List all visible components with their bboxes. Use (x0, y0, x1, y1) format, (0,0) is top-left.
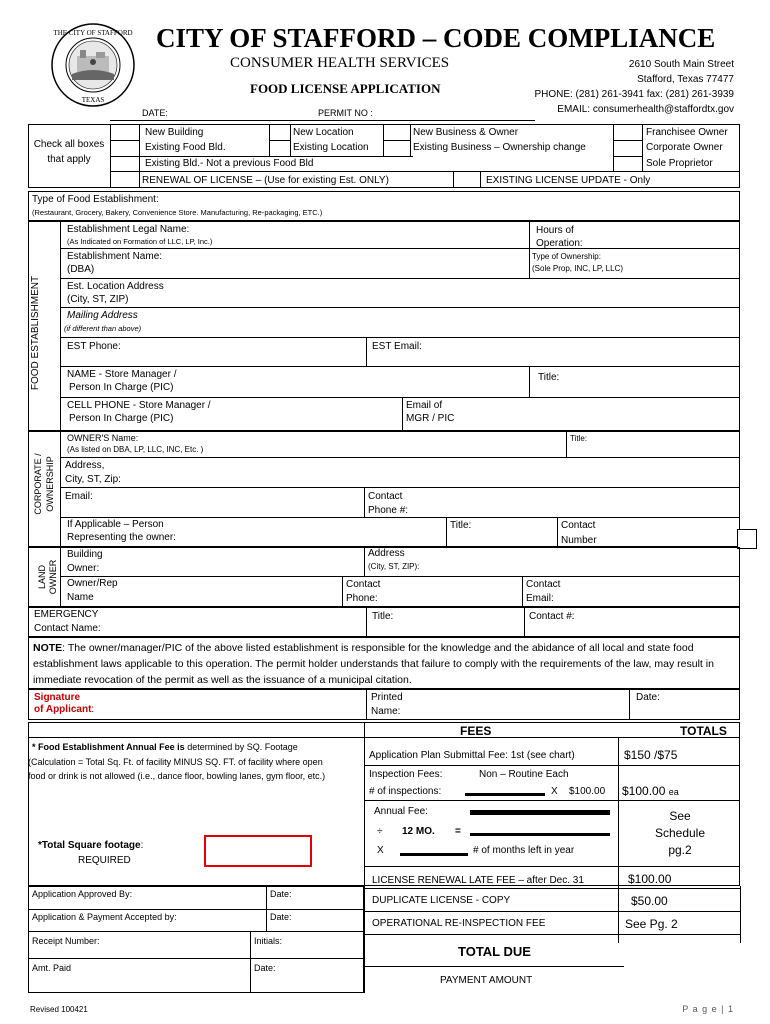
page-subtitle: CONSUMER HEALTH SERVICES (230, 55, 450, 71)
late-fee-total: $100.00 (628, 872, 672, 886)
annual-fee-desc (32, 741, 340, 754)
amt-date-label: Date: (254, 963, 276, 973)
owner-name-input[interactable] (250, 433, 562, 455)
legal-name-hint: (As Indicated on Formation of LLC, LP, Inc.) (67, 237, 213, 246)
dup-label: DUPLICATE LICENSE - COPY (372, 895, 511, 906)
type-of-food-label: Type of Food Establishment: (32, 194, 159, 205)
rep-label-2: Representing the owner: (67, 532, 176, 543)
legal-name-input[interactable] (220, 223, 525, 246)
signature-label-2: of Applicant (34, 704, 92, 715)
approved-date-label: Date: (270, 889, 292, 899)
legal-name-label: Establishment Legal Name: (67, 224, 190, 235)
label-license-update: EXISTING LICENSE UPDATE - Only (486, 175, 651, 186)
office-address-line2: Stafford, Texas 77477 (637, 74, 734, 85)
initials-label: Initials: (254, 936, 283, 946)
owner-rep-label-1: Owner/Rep (67, 578, 118, 589)
note-text (33, 640, 735, 688)
times-symbol: X (377, 845, 384, 856)
checkbox-existing-business[interactable] (385, 142, 409, 155)
label-corporate: Corporate Owner (646, 142, 723, 153)
owner-email-label: Email: (65, 491, 93, 502)
checkbox-license-update[interactable] (455, 173, 479, 187)
city-seal (50, 22, 136, 108)
annual-fee-rest: determined by SQ. Footage (184, 742, 298, 752)
inspection-total (622, 784, 679, 798)
check-all-label: Check all boxes that apply (33, 139, 105, 165)
dba-label-1: Establishment Name: (67, 251, 163, 262)
label-new-business: New Business & Owner (413, 127, 519, 138)
sqft-colon: : (140, 840, 144, 851)
dup-total: $50.00 (631, 894, 668, 908)
owner-title-input[interactable] (598, 433, 736, 455)
checkbox-corporate[interactable] (615, 142, 641, 155)
see-1: See (669, 809, 691, 823)
note-prefix: NOTE (33, 642, 63, 654)
manager-email-label-2: MGR / PIC (406, 413, 455, 424)
building-owner-label-2: Owner: (67, 563, 100, 574)
land-contact-phone-label-2: Phone: (346, 593, 378, 604)
checkbox-renewal[interactable] (112, 173, 138, 187)
signature-date-label: Date: (636, 692, 660, 703)
owner-name-hint: (As listed on DBA, LP, LLC, INC, Etc. ) (67, 445, 204, 454)
note-body: : The owner/manager/PIC of the above listed establishment is responsible for the knowledge and the abidance of all local and state food establishment laws applicable to this operation. The permit holder understands that failure to comply with the requirements of the law, may result in immediate revocation of the permit as well as the issuance of a municipal citation. (33, 642, 714, 686)
manager-name-input[interactable] (200, 368, 525, 395)
annual-fee-title: * Food Establishment Annual Fee is (32, 742, 185, 752)
manager-cell-label-1: CELL PHONE - Store Manager / (67, 400, 211, 411)
hours-input[interactable] (600, 223, 736, 246)
owner-address-label-2: City, ST, Zip: (65, 474, 121, 485)
calc-text: (Calculation = Total Sq. Ft. of facility MINUS SQ. FT. of facility where open food or drink is not allowed (i.e., dance floor, bowling lanes, gym floor, etc.) (28, 757, 326, 781)
owner-address-label-1: Address, (65, 460, 105, 471)
owner-title-label: Title: (570, 434, 588, 443)
owner-contact-phone-label-1: Contact (368, 491, 403, 502)
checkbox-existing-bld[interactable] (112, 158, 138, 171)
label-renewal: RENEWAL OF LICENSE – (Use for existing Est. ONLY) (142, 175, 389, 186)
location-label-1: Est. Location Address (67, 281, 164, 292)
seal-lettering-bottom: TEXAS (81, 96, 105, 104)
inspection-amount: $100.00 (569, 786, 606, 797)
total-due-label: TOTAL DUE (458, 944, 531, 959)
page-title: CITY OF STAFFORD – CODE COMPLIANCE (156, 23, 716, 53)
inspection-total-value: $100.00 (622, 784, 666, 798)
rep-title-label: Title: (450, 520, 472, 531)
land-contact-email-label-1: Contact (526, 579, 561, 590)
est-email-input[interactable] (432, 339, 736, 364)
checkbox-franchisee[interactable] (615, 126, 641, 139)
emergency-contact-input[interactable] (590, 609, 736, 635)
totals-header: TOTALS (680, 724, 727, 738)
label-sole-proprietor: Sole Proprietor (646, 158, 713, 169)
monthly-input[interactable] (470, 826, 610, 836)
checkbox-existing-location[interactable] (271, 142, 289, 155)
owner-name-label: OWNER'S Name: (67, 433, 139, 443)
form-title: FOOD LICENSE APPLICATION (250, 81, 441, 96)
signature-label (34, 692, 94, 716)
revised-label: Revised 100421 (30, 1005, 88, 1014)
signature-colon: : (91, 704, 95, 715)
rep-label-1: If Applicable – Person (67, 519, 164, 530)
inspection-label-1: Inspection Fees: (369, 769, 443, 780)
twelve-months: 12 MO. (402, 826, 435, 837)
office-email: EMAIL: consumerhealth@staffordtx.gov (557, 104, 734, 115)
months-left-label: # of months left in year (473, 845, 575, 856)
est-phone-label: EST Phone: (67, 341, 121, 352)
checkbox-existing-food-bld[interactable] (112, 142, 138, 155)
inspection-x: X (551, 786, 558, 797)
mailing-input[interactable] (190, 309, 735, 335)
owner-email-input[interactable] (100, 489, 360, 515)
late-fee-label: LICENSE RENEWAL LATE FEE – after Dec. 31 (372, 875, 584, 886)
divide-symbol: ÷ (377, 826, 383, 837)
equals-symbol: = (455, 826, 461, 837)
date-label: DATE: (142, 108, 168, 118)
owner-contact-phone-label-2: Phone #: (368, 505, 409, 516)
label-new-location: New Location (293, 127, 354, 138)
see-3: pg.2 (668, 843, 692, 857)
approved-by-label: Application Approved By: (32, 889, 133, 899)
land-owner-address-input[interactable] (440, 549, 736, 574)
annual-see-schedule (620, 808, 740, 859)
signature-input[interactable] (110, 691, 362, 718)
manager-name-label-2: Person In Charge (PIC) (69, 382, 174, 393)
manager-title-label: Title: (538, 372, 560, 383)
inspection-label-2: Non – Routine Each (479, 769, 569, 780)
owner-rep-label-2: Name (67, 592, 94, 603)
dba-label-2: (DBA) (67, 264, 95, 275)
total-due-input[interactable] (620, 944, 736, 964)
page-number: P a g e | 1 (682, 1004, 734, 1014)
emergency-label-1: EMERGENCY (34, 609, 99, 620)
signature-date-input[interactable] (666, 691, 736, 718)
accepted-by-label: Application & Payment Accepted by: (32, 912, 177, 922)
accepted-date-label: Date: (270, 912, 292, 922)
owner-contact-phone-input[interactable] (420, 489, 736, 515)
manager-cell-label-2: Person In Charge (PIC) (69, 413, 174, 424)
ownership-type-hint: (Sole Prop, INC, LP, LLC) (532, 264, 624, 273)
location-label-2: (City, ST, ZIP) (67, 294, 129, 305)
inspection-label-3: # of inspections: (369, 786, 442, 797)
office-phone: PHONE: (281) 261-3941 fax: (281) 261-3939 (534, 89, 734, 100)
location-input[interactable] (190, 280, 735, 305)
manager-title-input[interactable] (570, 368, 736, 395)
sqft-required: REQUIRED (78, 855, 131, 866)
label-existing-business: Existing Business – Ownership change (413, 142, 586, 153)
land-contact-phone-label-1: Contact (346, 579, 381, 590)
overflow-checkbox[interactable] (737, 529, 757, 549)
hours-label: Hours of Operation: (536, 225, 583, 249)
label-franchisee: Franchisee Owner (646, 127, 728, 138)
checkbox-sole-proprietor[interactable] (615, 158, 641, 171)
plan-fee-label (369, 750, 575, 762)
reinspect-label: OPERATIONAL RE-INSPECTION FEE (372, 918, 546, 929)
corporate-side-label: CORPORATE / OWNERSHIP (33, 453, 55, 515)
land-contact-email-input[interactable] (570, 578, 736, 605)
owner-address-input[interactable] (140, 459, 736, 485)
emergency-title-label: Title: (372, 611, 394, 622)
emergency-name-input[interactable] (115, 609, 362, 635)
signature-label-1: Signature (34, 692, 81, 703)
annual-fee-input[interactable] (470, 803, 610, 815)
plan-fee-text: Application Plan Submittal Fee: 1st (see chart) (369, 750, 575, 761)
manager-cell-input[interactable] (235, 399, 398, 429)
reinspect-total: See Pg. 2 (625, 917, 678, 931)
label-existing-food-bld: Existing Food Bld. (145, 142, 226, 153)
checkbox-new-business[interactable] (385, 126, 409, 139)
emergency-contact-label: Contact #: (529, 611, 575, 622)
food-establishment-side-label: FOOD ESTABLISHMENT (30, 275, 41, 391)
ownership-type-label: Type of Ownership: (532, 252, 601, 261)
rep-title-input[interactable] (480, 519, 553, 545)
type-of-food-hint: (Restaurant, Grocery, Bakery, Convenience Store. Manufacturing, Re-packaging, ETC.) (32, 208, 323, 217)
rep-contact-label-1: Contact (561, 520, 596, 531)
label-new-building: New Building (145, 127, 204, 138)
sqft-title: *Total Square footage (38, 840, 141, 851)
inspection-count-input[interactable] (465, 784, 545, 796)
annual-fee-label: Annual Fee: (374, 806, 428, 817)
sqft-label (38, 840, 143, 851)
printed-name-label-1: Printed (371, 692, 403, 703)
land-contact-email-label-2: Email: (526, 593, 554, 604)
est-email-label: EST Email: (372, 341, 422, 352)
rep-input[interactable] (195, 519, 442, 545)
building-owner-label-1: Building (67, 549, 103, 560)
land-owner-address-hint: (City, ST, ZIP): (368, 562, 420, 571)
sqft-input[interactable] (204, 835, 312, 867)
mailing-label: Mailing Address (67, 310, 138, 321)
months-left-input[interactable] (400, 845, 468, 856)
header-divider (110, 120, 535, 121)
manager-email-label-1: Email of (406, 400, 443, 411)
checkbox-new-building[interactable] (112, 126, 138, 139)
label-existing-bld: Existing Bld.- Not a previous Food Bld (145, 158, 314, 169)
printed-name-input[interactable] (415, 691, 625, 718)
payment-amount-label: PAYMENT AMOUNT (440, 975, 533, 986)
rep-contact-input[interactable] (605, 519, 730, 545)
owner-rep-input[interactable] (130, 578, 338, 605)
office-address-line1: 2610 South Main Street (628, 59, 734, 70)
checkbox-new-location[interactable] (271, 126, 289, 139)
emergency-label-2: Contact Name: (34, 623, 101, 634)
est-phone-input[interactable] (130, 339, 362, 364)
permit-number-label: PERMIT NO : (318, 108, 373, 118)
rep-contact-label-2: Number (561, 535, 597, 546)
inspection-total-ea: ea (668, 787, 679, 797)
label-existing-location: Existing Location (293, 142, 369, 153)
manager-name-label-1: NAME - Store Manager / (67, 369, 177, 380)
manager-email-input[interactable] (465, 399, 736, 429)
land-owner-address-label: Address (368, 548, 405, 559)
see-2: Schedule (654, 826, 706, 840)
receipt-label: Receipt Number: (32, 936, 100, 946)
fees-header: FEES (460, 724, 492, 738)
land-owner-side-label: LAND OWNER (37, 559, 58, 595)
amt-paid-label: Amt. Paid (32, 963, 72, 973)
building-owner-input[interactable] (110, 549, 360, 574)
printed-name-label-2: Name: (371, 706, 401, 717)
plan-fee-total: $150 /$75 (624, 748, 678, 762)
dba-input[interactable] (180, 250, 525, 276)
mailing-hint: (if different than above) (64, 324, 142, 333)
type-of-food-input[interactable] (180, 193, 736, 207)
emergency-title-input[interactable] (400, 609, 520, 635)
seal-lettering-top: THE CITY OF STAFFORD (53, 29, 133, 37)
land-contact-phone-input[interactable] (390, 578, 518, 605)
